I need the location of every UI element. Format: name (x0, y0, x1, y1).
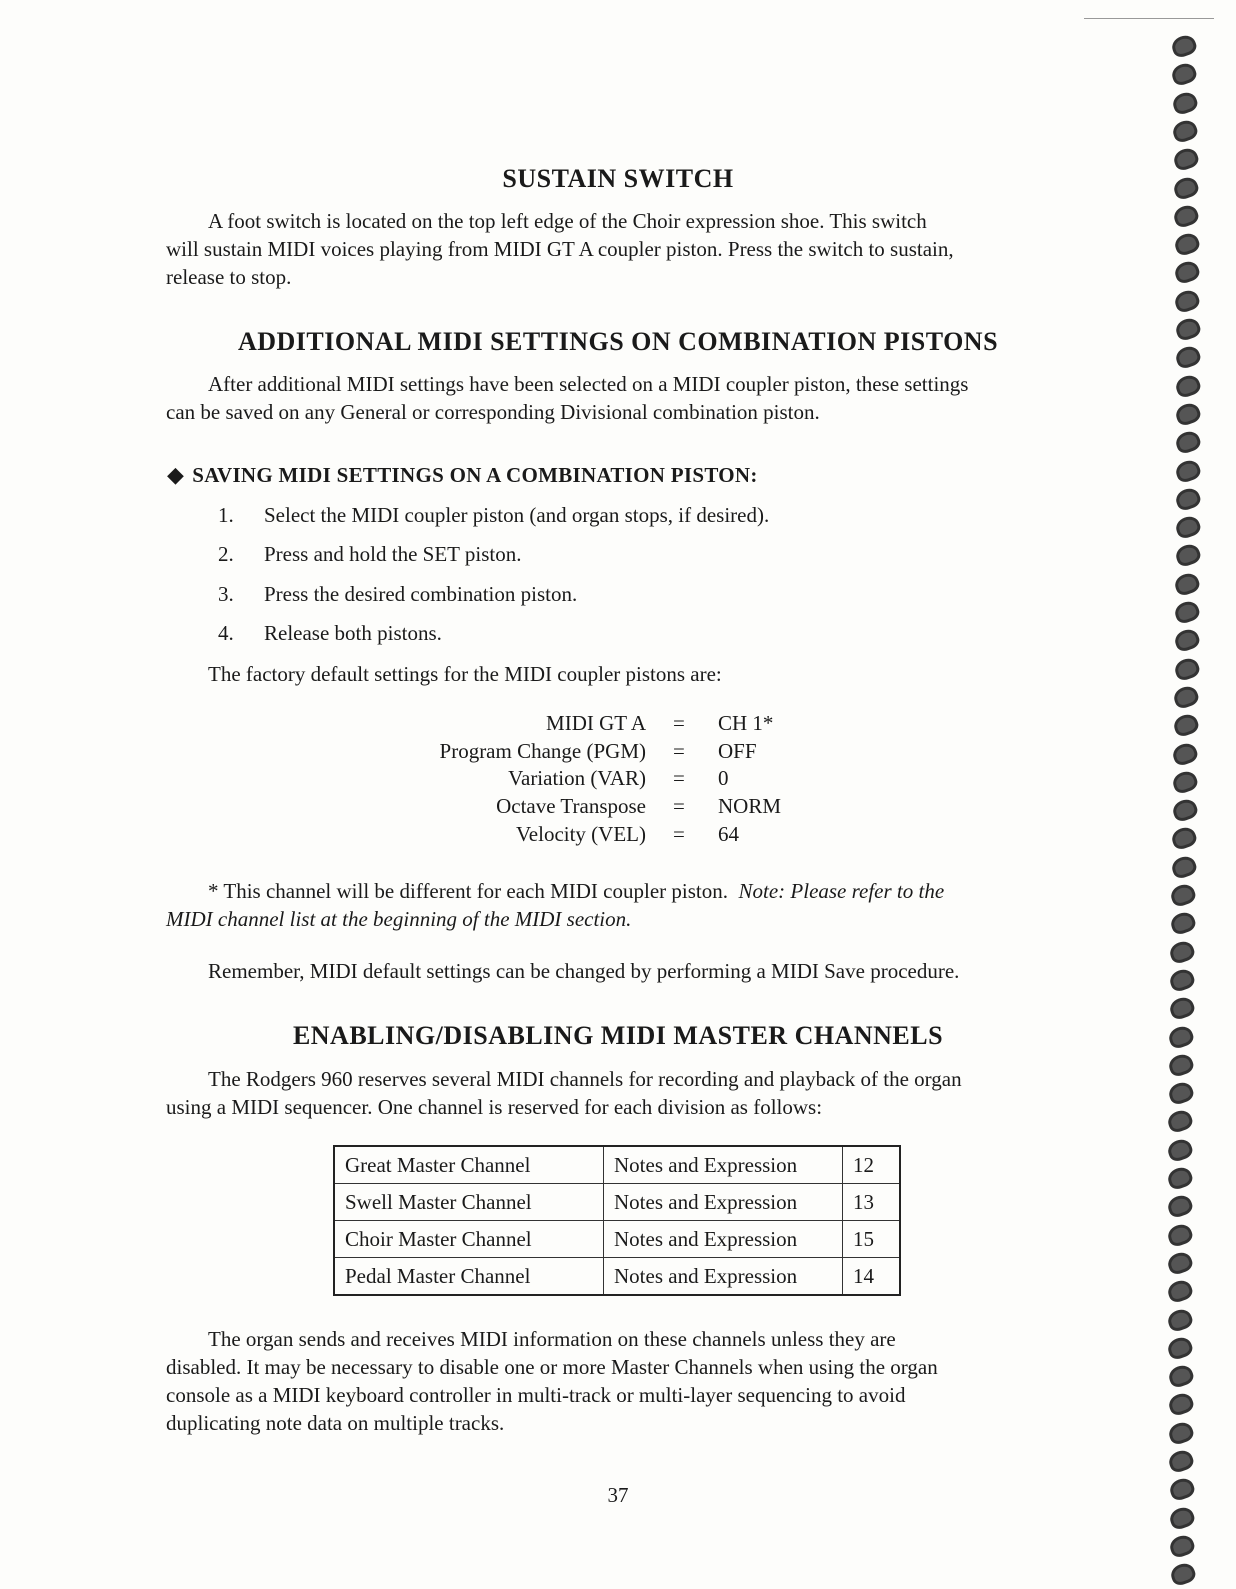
step-text: Release both pistons. (264, 621, 442, 645)
default-row (300, 822, 646, 850)
paragraph-additional (166, 370, 968, 426)
step-number: 1. (218, 503, 234, 527)
table-row (334, 1221, 900, 1258)
diamond-bullet-icon: ◆ (167, 462, 185, 487)
binding-ring-icon (1165, 1306, 1194, 1333)
equals-sign: = (673, 711, 685, 735)
binding-ring-icon (1169, 853, 1198, 880)
step-item (218, 621, 442, 646)
heading-master-channels: ENABLING/DISABLING MIDI MASTER CHANNELS (292, 1021, 944, 1050)
binding-ring-icon (1168, 910, 1197, 937)
default-value: OFF (718, 739, 757, 763)
table-row (334, 1184, 900, 1221)
binding-ring-icon (1172, 598, 1201, 625)
binding-ring-icon (1172, 231, 1201, 258)
binding-ring-icon (1173, 514, 1202, 541)
subheading-text: SAVING MIDI SETTINGS ON A COMBINATION PISTON: (192, 463, 758, 487)
binding-ring-icon (1165, 1249, 1194, 1276)
heading-sustain-switch: SUSTAIN SWITCH (502, 164, 734, 193)
footnote-italic-2: MIDI channel list at the beginning of the MIDI section. (166, 907, 632, 931)
page-number: 37 (607, 1483, 629, 1507)
default-value: NORM (718, 794, 782, 818)
sustain-line-2: will sustain MIDI voices playing from MIDI GT A coupler piston. Press the switch to sustain, (166, 237, 954, 261)
binding-ring-icon (1166, 1080, 1195, 1107)
binding-ring-icon (1167, 1504, 1196, 1531)
master-line-2: using a MIDI sequencer. One channel is reserved for each division as follows: (166, 1095, 823, 1119)
step-number: 4. (218, 621, 234, 645)
equals-sign: = (673, 794, 685, 818)
step-item (218, 503, 769, 528)
paragraph-sustain (166, 207, 954, 291)
master-line-1: The Rodgers 960 reserves several MIDI channels for recording and playback of the organ (208, 1067, 962, 1091)
default-row (300, 739, 646, 767)
default-key: Octave Transpose (496, 794, 646, 818)
binding-ring-icon (1171, 712, 1200, 739)
binding-ring-icon (1165, 1221, 1194, 1248)
table-cell-type: Notes and Expression (604, 1146, 843, 1184)
binding-ring-icon (1169, 825, 1198, 852)
remember-note: Remember, MIDI default settings can be changed by performing a MIDI Save procedure. (208, 959, 960, 983)
binding-ring-icon (1167, 995, 1196, 1022)
binding-ring-icon (1172, 683, 1201, 710)
equals-sign: = (673, 739, 685, 763)
heading-additional-midi-settings: ADDITIONAL MIDI SETTINGS ON COMBINATION PISTONS (237, 327, 999, 356)
default-value: CH 1* (718, 711, 774, 735)
table-cell-division: Pedal Master Channel (334, 1258, 604, 1296)
table-cell-type: Notes and Expression (604, 1221, 843, 1258)
table-cell-division: Great Master Channel (334, 1146, 604, 1184)
binding-ring-icon (1169, 881, 1198, 908)
sustain-line-3: release to stop. (166, 265, 292, 289)
binding-ring-icon (1173, 429, 1202, 456)
binding-ring-icon (1173, 542, 1202, 569)
default-value: 64 (718, 822, 739, 846)
binding-ring-icon (1166, 1391, 1195, 1418)
table-cell-type: Notes and Expression (604, 1258, 843, 1296)
binding-ring-icon (1173, 457, 1202, 484)
default-key: Program Change (PGM) (439, 739, 646, 763)
step-number: 3. (218, 582, 234, 606)
defaults-intro: The factory default settings for the MIDI coupler pistons are: (208, 662, 722, 686)
table-row (334, 1258, 900, 1296)
table-row (334, 1146, 900, 1184)
binding-ring-icon (1165, 1164, 1194, 1191)
binding-ring-icon (1171, 117, 1200, 144)
binding-ring-icon (1166, 1334, 1195, 1361)
master-channel-table (333, 1145, 901, 1296)
closing-line-4: duplicating note data on multiple tracks. (166, 1411, 505, 1435)
footnote-plain: * This channel will be different for each MIDI coupler piston. (208, 879, 728, 903)
step-text: Press the desired combination piston. (264, 582, 578, 606)
binding-ring-icon (1170, 89, 1199, 116)
binding-ring-icon (1166, 1363, 1195, 1390)
default-key: MIDI GT A (546, 711, 646, 735)
step-number: 2. (218, 542, 234, 566)
table-cell-channel: 14 (843, 1258, 901, 1296)
page-edge-line (1084, 18, 1214, 19)
closing-line-2: disabled. It may be necessary to disable one or more Master Channels when using the organ (166, 1355, 938, 1379)
binding-ring-icon (1169, 32, 1198, 59)
binding-ring-icon (1173, 372, 1202, 399)
binding-ring-icon (1166, 1136, 1195, 1163)
default-row (300, 766, 646, 794)
step-item (218, 582, 577, 607)
binding-ring-icon (1171, 740, 1200, 767)
binding-ring-icon (1165, 1193, 1194, 1220)
closing-line-3: console as a MIDI keyboard controller in multi-track or multi-layer sequencing to avoid (166, 1383, 906, 1407)
table-cell-division: Choir Master Channel (334, 1221, 604, 1258)
subheading-saving-midi-settings (167, 462, 758, 488)
step-text: Press and hold the SET piston. (264, 542, 522, 566)
binding-ring-icon (1166, 1108, 1195, 1135)
binding-ring-icon (1173, 400, 1202, 427)
default-key: Velocity (VEL) (515, 822, 646, 846)
step-text: Select the MIDI coupler piston (and organ stops, if desired). (264, 503, 770, 527)
table-cell-division: Swell Master Channel (334, 1184, 604, 1221)
default-row (300, 794, 646, 822)
default-key: Variation (VAR) (508, 766, 646, 790)
binding-ring-icon (1168, 1532, 1197, 1559)
paragraph-master (166, 1065, 962, 1121)
binding-ring-icon (1165, 1278, 1194, 1305)
table-cell-type: Notes and Expression (604, 1184, 843, 1221)
binding-ring-icon (1167, 966, 1196, 993)
binding-ring-icon (1173, 485, 1202, 512)
binding-ring-icon (1170, 61, 1199, 88)
binding-ring-icon (1170, 768, 1199, 795)
table-cell-channel: 13 (843, 1184, 901, 1221)
binding-ring-icon (1168, 938, 1197, 965)
step-item (218, 542, 521, 567)
footnote-italic-1: Note: Please refer to the (738, 879, 945, 903)
equals-sign: = (673, 822, 685, 846)
binding-ring-icon (1172, 202, 1201, 229)
binding-ring-icon (1173, 287, 1202, 314)
binding-ring-icon (1166, 1419, 1195, 1446)
binding-ring-icon (1167, 1447, 1196, 1474)
closing-line-1: The organ sends and receives MIDI information on these channels unless they are (208, 1327, 896, 1351)
additional-line-2: can be saved on any General or corresponding Divisional combination piston. (166, 400, 820, 424)
binding-ring-icon (1172, 259, 1201, 286)
equals-sign: = (673, 766, 685, 790)
binding-ring-icon (1166, 1051, 1195, 1078)
binding-ring-icon (1173, 570, 1202, 597)
table-cell-channel: 12 (843, 1146, 901, 1184)
sustain-line-1: A foot switch is located on the top left edge of the Choir expression shoe. This switch (208, 209, 927, 233)
table-cell-channel: 15 (843, 1221, 901, 1258)
default-row (300, 711, 646, 739)
additional-line-1: After additional MIDI settings have been selected on a MIDI coupler piston, these settings (208, 372, 969, 396)
paragraph-closing (166, 1325, 938, 1437)
binding-ring-icon (1170, 797, 1199, 824)
binding-ring-icon (1168, 1561, 1197, 1588)
binding-ring-icon (1172, 627, 1201, 654)
footnote (166, 877, 944, 933)
binding-ring-icon (1172, 655, 1201, 682)
default-value: 0 (718, 766, 729, 790)
